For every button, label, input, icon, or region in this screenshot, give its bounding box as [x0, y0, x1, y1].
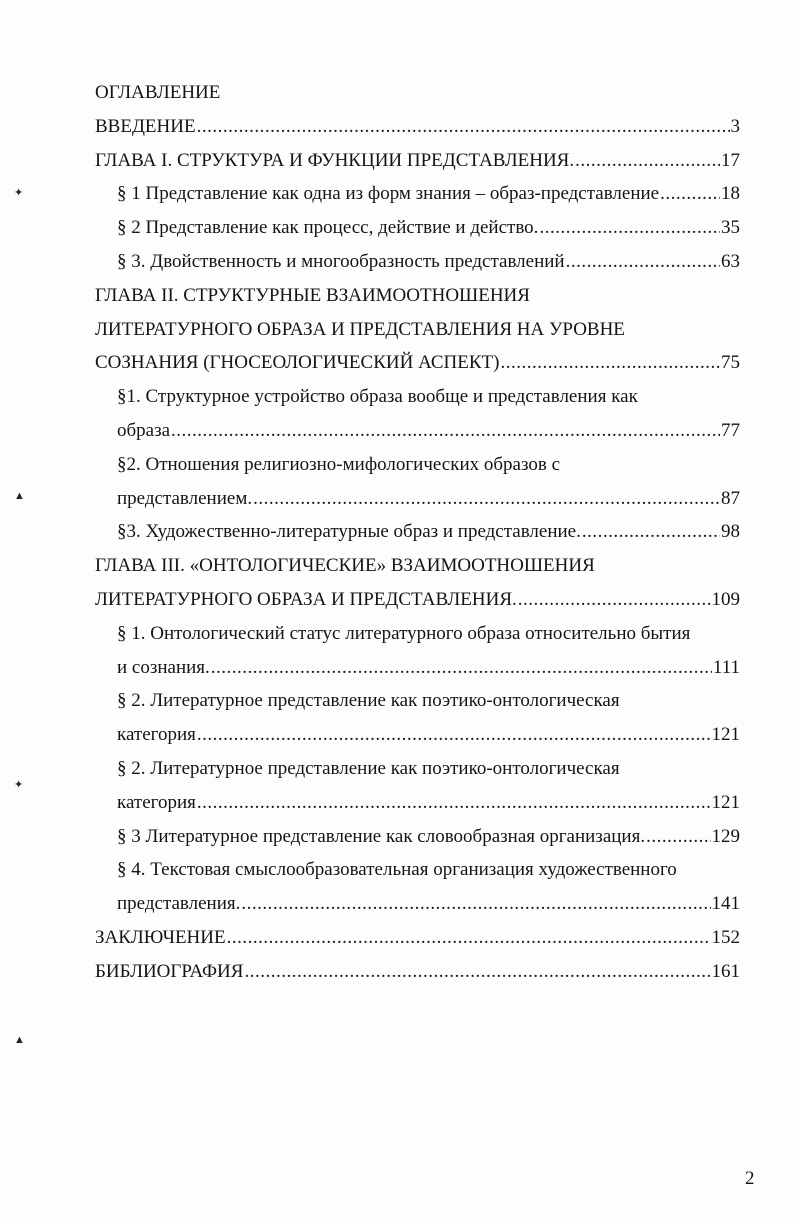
toc-entry-1-1: § 1 Представление как одна из форм знания – образ-представление ..... 18	[95, 177, 740, 211]
toc-entry-chapter-2-line2: ЛИТЕРАТУРНОГО ОБРАЗА И ПРЕДСТАВЛЕНИЯ НА УРОВНЕ	[95, 318, 625, 340]
toc-entry-chapter-2-line1: ГЛАВА II. СТРУКТУРНЫЕ ВЗАИМООТНОШЕНИЯ	[95, 284, 530, 306]
toc-entry-3-2b-line1: § 2. Литературное представление как поэтико-онтологическая	[117, 757, 620, 779]
page-number: 2	[745, 1168, 755, 1189]
toc-entry-3-2-line1: § 2. Литературное представление как поэтико-онтологическая	[117, 690, 620, 712]
toc-entry-3-2: категория ..... 121	[95, 718, 740, 752]
toc-entry-3-4: представления. ..... 141	[95, 887, 740, 921]
toc-entry-chapter-2: СОЗНАНИЯ (ГНОСЕОЛОГИЧЕСКИЙ АСПЕКТ) ..... 75	[95, 346, 740, 380]
toc-entry-2-1-line1: §1. Структурное устройство образа вообще и представления как	[117, 386, 638, 408]
toc-entry-2-3: §3. Художественно-литературные образ и представление. ..... 98	[95, 515, 740, 549]
toc-entry-chapter-3-line1: ГЛАВА III. «ОНТОЛОГИЧЕСКИЕ» ВЗАИМООТНОШЕНИЯ	[95, 555, 595, 577]
toc-entry-2-2-line1: §2. Отношения религиозно-мифологических образов с	[117, 453, 561, 475]
toc-entry-chapter-3: ЛИТЕРАТУРНОГО ОБРАЗА И ПРЕДСТАВЛЕНИЯ. ..... 109	[95, 583, 740, 617]
toc-entry-3-1: и сознания. ..... 111	[95, 651, 740, 685]
table-of-contents	[95, 76, 740, 989]
toc-entry-conclusion: ЗАКЛЮЧЕНИЕ ..... 152	[95, 921, 740, 955]
toc-entry-introduction: ВВЕДЕНИЕ ..... 3	[95, 110, 740, 144]
toc-entry-3-2b: категория ..... 121	[95, 786, 740, 820]
toc-entry-1-2: § 2 Представление как процесс, действие и действо. ..... 35	[95, 211, 740, 245]
punch-mark: ▲	[14, 1034, 25, 1046]
punch-mark: ✦	[14, 187, 24, 199]
punch-mark: ✦	[14, 779, 24, 791]
toc-entry-3-3: § 3 Литературное представление как словообразная организация. ..... 129	[95, 820, 740, 854]
punch-mark: ▲	[14, 490, 25, 502]
toc-entry-2-2: представлением. ..... 87	[95, 482, 740, 516]
toc-entry-chapter-1: ГЛАВА I. СТРУКТУРА И ФУНКЦИИ ПРЕДСТАВЛЕНИЯ. ..... 17	[95, 144, 740, 178]
toc-entry-3-4-line1: § 4. Текстовая смыслообразовательная организация художественного	[117, 859, 677, 881]
toc-entry-2-1: образа ..... 77	[95, 414, 740, 448]
toc-entry-bibliography: БИБЛИОГРАФИЯ ..... 161	[95, 955, 740, 989]
toc-heading: ОГЛАВЛЕНИЕ	[95, 82, 221, 103]
toc-entry-3-1-line1: § 1. Онтологический статус литературного образа относительно бытия	[117, 622, 691, 644]
toc-entry-1-3: § 3. Двойственность и многообразность представлений ..... 63	[95, 245, 740, 279]
